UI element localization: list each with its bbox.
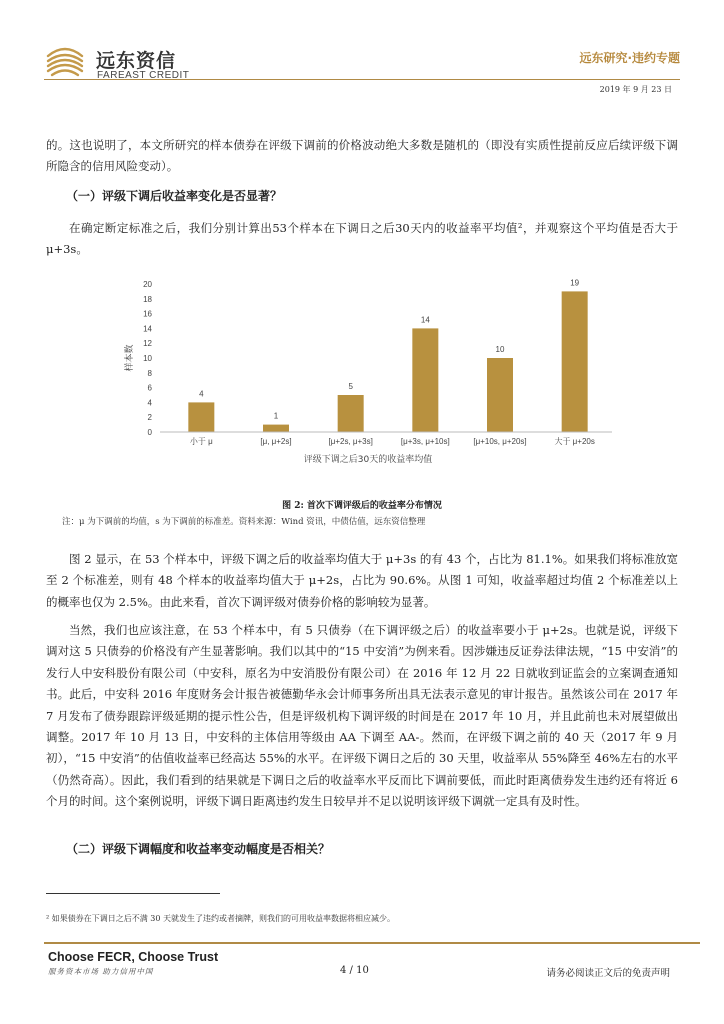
y-tick-label: 12 — [143, 339, 152, 349]
paragraph-1: 的。这也说明了，本文所研究的样本债券在评级下调前的价格波动绝大多数是随机的（即没有实质性提前反应后续评级下调所隐含的信用风险变动）。 — [46, 138, 678, 174]
bar-value-label: 1 — [273, 411, 279, 421]
x-category-label: [μ+10s, μ+20s] — [473, 437, 527, 446]
figure-caption: 图 2: 首次下调评级后的收益率分布情况 — [282, 501, 442, 511]
paragraph-4: 当然，我们也应该注意，在 53 个样本中，有 5 只债券（在下调评级之后）的收益率要小于 μ+2s。也就是说，评级下调对这 5 只债券的价格没有产生显著影响。我们以其中的“15 中安消”为例来看。因涉嫌违反证券法律法规，“15 中安消”的发行人中安科股份有限公司（中安科，原名为中安消股份有限公司）在 2016 年 12 月 22 日就收到证监会的立案调查通知书。此后，中安科 2016 年度财务会计报告被德勤华永会计师事务所出具无法表示意见的审计报告。虽然该公司在 2017 年 7 月发布了债券跟踪评级延期的提示性公告，但是评级机构下调评级的时间是在 2017 年 10 月，并且此前也未对展望做出调整。2017 年 10 月 13 日，中安科的主体信用等级由 AA 下调至 AA-。然而，在评级下调之前的 40 天（2017 年 9 月初），“15 中安消”的估值收益率已经高达 55%的水平。在评级下调日之后的 30 天里，收益率从 55%降至 46%左右的水平（仍然奇高）。因此，我们看到的结果就是下调日之后的收益率水平反而比下调前要低，而此时距离债券发生违约还有将近 6 个月的时间。这个案例说明，评级下调日距离违约发生日较早并不足以说明该评级下调就一定具有及时性。 — [46, 623, 678, 809]
report-series-title: 远东研究·违约专题 — [579, 51, 680, 65]
bar — [412, 328, 438, 432]
y-tick-label: 14 — [143, 324, 152, 334]
fareast-logo-icon — [44, 44, 86, 78]
yield-distribution-chart — [120, 270, 620, 478]
figure-note: 注：μ 为下调前的均值，s 为下调前的标准差。资料来源：Wind 资讯，中债估值，远东资信整理 — [62, 517, 426, 527]
y-tick-label: 20 — [143, 280, 152, 289]
logo-chinese-name: 远东资信 — [96, 50, 177, 72]
y-tick-label: 2 — [147, 413, 152, 423]
y-tick-label: 10 — [143, 354, 152, 363]
header-divider — [44, 79, 680, 80]
page-number: 4 / 10 — [340, 965, 369, 976]
bar-value-label: 19 — [570, 278, 580, 288]
y-axis-title: 样本数 — [125, 344, 135, 372]
y-tick-label: 18 — [143, 294, 152, 304]
footnote: ² 如果债券在下调日之后不满 30 天就发生了违约或者摘牌，则我们的可用收益率数据将相应减少。 — [46, 914, 396, 923]
footer-disclaimer: 请务必阅读正文后的免责声明 — [546, 968, 670, 979]
bar-value-label: 14 — [420, 315, 430, 325]
x-category-label: [μ, μ+2s] — [260, 437, 292, 446]
y-tick-label: 16 — [143, 309, 152, 319]
bar — [263, 425, 289, 432]
bar — [338, 395, 364, 432]
x-category-label: 小于 μ — [189, 437, 213, 446]
paragraph-2: 在确定断定标准之后，我们分别计算出53个样本在下调日之后30天内的收益率平均值²，并观察这个平均值是否大于 μ+3s。 — [46, 221, 678, 257]
x-axis-title: 评级下调之后30天的收益率均值 — [303, 455, 433, 465]
bar-value-label: 4 — [199, 389, 204, 399]
x-category-label: [μ+2s, μ+3s] — [328, 437, 373, 446]
section-heading-2: （二）评级下调幅度和收益率变动幅度是否相关？ — [66, 842, 331, 856]
bar — [562, 291, 588, 432]
x-category-label: [μ+3s, μ+10s] — [400, 437, 450, 446]
bar-value-label: 10 — [495, 345, 505, 354]
logo-english-name: FAREAST CREDIT — [97, 70, 190, 81]
bar — [188, 402, 214, 432]
report-date: 2019 年 9 月 23 日 — [599, 85, 672, 94]
y-tick-label: 4 — [147, 398, 152, 408]
section-heading-1: （一）评级下调后收益率变化是否显著？ — [66, 189, 283, 203]
footnote-divider — [46, 893, 220, 894]
paragraph-3: 图 2 显示，在 53 个样本中，评级下调之后的收益率均值大于 μ+3s 的有 43 个，占比为 81.1%。如果我们将标准放宽至 2 个标准差，则有 48 个样本的收益率均值大于 μ+2s，占比为 90.6%。从图 1 可知，收益率超过均值 2 个标准差以上的概率也仅为 2.5%。由此来看，首次下调评级对债券价格的影响较为显著。 — [46, 552, 678, 609]
footer-slogan-sub: 服务资本市场 助力信用中国 — [48, 967, 154, 976]
y-tick-label: 6 — [147, 383, 152, 393]
footer-divider — [44, 942, 700, 944]
footer-slogan: Choose FECR, Choose Trust — [48, 950, 219, 964]
y-tick-label: 0 — [147, 428, 152, 437]
bar — [487, 358, 513, 432]
y-tick-label: 8 — [147, 368, 152, 378]
bar-value-label: 5 — [348, 382, 353, 391]
x-category-label: 大于 μ+20s — [554, 437, 595, 446]
